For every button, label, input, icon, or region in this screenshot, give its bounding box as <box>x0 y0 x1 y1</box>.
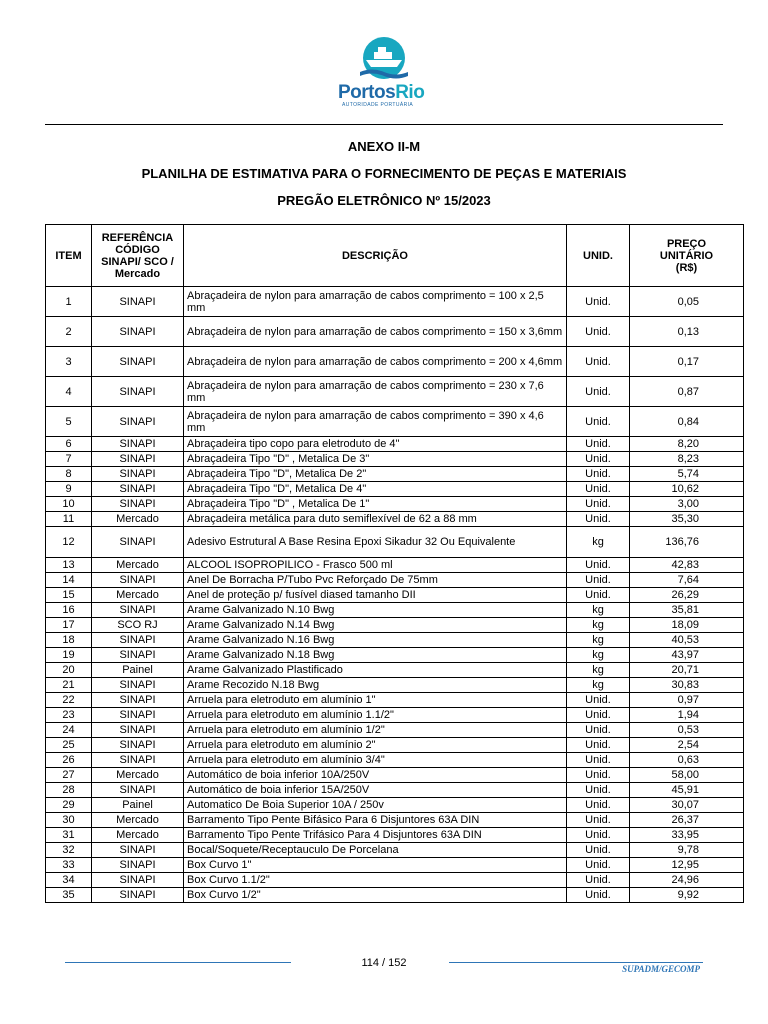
table-row <box>46 828 744 843</box>
table-row <box>46 437 744 452</box>
unit-price-cell: 12,95 <box>630 858 744 873</box>
unit-price-cell: 30,83 <box>630 678 744 693</box>
unit-cell: Unid. <box>567 843 630 858</box>
table-row <box>46 738 744 753</box>
description-cell: Arruela para eletroduto em alumínio 1/2" <box>184 723 567 738</box>
reference-cell: SINAPI <box>92 843 184 858</box>
unit-cell: Unid. <box>567 708 630 723</box>
table-row <box>46 287 744 317</box>
description-cell: Abraçadeira de nylon para amarração de cabos comprimento = 390 x 4,6 mm <box>184 407 567 437</box>
item-number-cell: 11 <box>46 512 92 527</box>
description-cell: Abraçadeira de nylon para amarração de cabos comprimento = 150 x 3,6mm <box>184 317 567 347</box>
reference-cell: SINAPI <box>92 783 184 798</box>
item-number-cell: 6 <box>46 437 92 452</box>
unit-price-cell: 18,09 <box>630 618 744 633</box>
unit-price-cell: 58,00 <box>630 768 744 783</box>
table-row <box>46 573 744 588</box>
reference-cell: SINAPI <box>92 317 184 347</box>
materials-table <box>45 224 744 903</box>
reference-cell: SINAPI <box>92 497 184 512</box>
item-number-cell: 15 <box>46 588 92 603</box>
unit-cell: Unid. <box>567 873 630 888</box>
unit-cell: Unid. <box>567 738 630 753</box>
unit-cell: Unid. <box>567 497 630 512</box>
logo-wordmark: PortosRio <box>338 82 425 103</box>
unit-cell: Unid. <box>567 467 630 482</box>
reference-cell: Painel <box>92 663 184 678</box>
item-number-cell: 18 <box>46 633 92 648</box>
item-number-cell: 31 <box>46 828 92 843</box>
item-number-cell: 10 <box>46 497 92 512</box>
department-label: SUPADM/GECOMP <box>622 964 700 974</box>
item-number-cell: 22 <box>46 693 92 708</box>
unit-cell: Unid. <box>567 588 630 603</box>
item-number-cell: 16 <box>46 603 92 618</box>
annex-title: ANEXO II-M <box>347 139 421 154</box>
unit-price-cell: 0,13 <box>630 317 744 347</box>
item-number-cell: 21 <box>46 678 92 693</box>
description-cell: Adesivo Estrutural A Base Resina Epoxi Sikadur 32 Ou Equivalente <box>184 527 567 558</box>
reference-cell: SINAPI <box>92 482 184 497</box>
unit-price-cell: 26,29 <box>630 588 744 603</box>
item-number-cell: 33 <box>46 858 92 873</box>
item-number-cell: 13 <box>46 558 92 573</box>
unit-cell: Unid. <box>567 317 630 347</box>
item-number-cell: 7 <box>46 452 92 467</box>
portosrio-logo <box>332 36 436 110</box>
description-cell: Automático de boia inferior 10A/250V <box>184 768 567 783</box>
unit-price-cell: 10,62 <box>630 482 744 497</box>
reference-cell: Mercado <box>92 828 184 843</box>
unit-cell: Unid. <box>567 693 630 708</box>
unit-cell: Unid. <box>567 813 630 828</box>
header-unit: UNID. <box>567 225 630 287</box>
reference-cell: Mercado <box>92 588 184 603</box>
header-unit-price: PREÇO UNITÁRIO (R$) <box>630 225 744 287</box>
unit-cell: Unid. <box>567 377 630 407</box>
reference-cell: SINAPI <box>92 678 184 693</box>
item-number-cell: 19 <box>46 648 92 663</box>
unit-cell: Unid. <box>567 482 630 497</box>
description-cell: Arruela para eletroduto em alumínio 2" <box>184 738 567 753</box>
unit-price-cell: 30,07 <box>630 798 744 813</box>
reference-cell: SINAPI <box>92 723 184 738</box>
description-cell: Arame Galvanizado N.14 Bwg <box>184 618 567 633</box>
footer-rule-right <box>449 962 703 963</box>
description-cell: Abraçadeira Tipo "D" , Metalica De 3" <box>184 452 567 467</box>
description-cell: Abraçadeira metálica para duto semiflexível de 62 a 88 mm <box>184 512 567 527</box>
logo-subtitle: AUTORIDADE PORTUÁRIA <box>342 102 414 108</box>
reference-cell: SINAPI <box>92 437 184 452</box>
description-cell: Abraçadeira de nylon para amarração de cabos comprimento = 200 x 4,6mm <box>184 347 567 377</box>
unit-cell: Unid. <box>567 287 630 317</box>
unit-cell: Unid. <box>567 437 630 452</box>
header-description: DESCRIÇÃO <box>184 225 567 287</box>
unit-price-cell: 0,97 <box>630 693 744 708</box>
unit-cell: Unid. <box>567 798 630 813</box>
description-cell: Abraçadeira de nylon para amarração de cabos comprimento = 100 x 2,5 mm <box>184 287 567 317</box>
reference-cell: SINAPI <box>92 888 184 903</box>
unit-cell: Unid. <box>567 452 630 467</box>
table-row <box>46 512 744 527</box>
unit-price-cell: 136,76 <box>630 527 744 558</box>
item-number-cell: 1 <box>46 287 92 317</box>
unit-price-cell: 0,84 <box>630 407 744 437</box>
table-row <box>46 467 744 482</box>
table-row <box>46 663 744 678</box>
item-number-cell: 4 <box>46 377 92 407</box>
reference-cell: SINAPI <box>92 753 184 768</box>
description-cell: Anel De Borracha P/Tubo Pvc Reforçado De 75mm <box>184 573 567 588</box>
table-row <box>46 798 744 813</box>
ship-emblem-icon <box>354 36 414 82</box>
unit-price-cell: 8,23 <box>630 452 744 467</box>
description-cell: Arruela para eletroduto em alumínio 1.1/2" <box>184 708 567 723</box>
item-number-cell: 8 <box>46 467 92 482</box>
description-cell: ALCOOL ISOPROPILICO - Frasco 500 ml <box>184 558 567 573</box>
item-number-cell: 26 <box>46 753 92 768</box>
unit-price-cell: 0,87 <box>630 377 744 407</box>
unit-price-cell: 9,92 <box>630 888 744 903</box>
reference-cell: SINAPI <box>92 573 184 588</box>
reference-cell: SINAPI <box>92 347 184 377</box>
description-cell: Arruela para eletroduto em alumínio 3/4" <box>184 753 567 768</box>
reference-cell: SINAPI <box>92 693 184 708</box>
description-cell: Barramento Tipo Pente Bifásico Para 6 Disjuntores 63A DIN <box>184 813 567 828</box>
reference-cell: Mercado <box>92 558 184 573</box>
unit-price-cell: 3,00 <box>630 497 744 512</box>
item-number-cell: 24 <box>46 723 92 738</box>
unit-price-cell: 43,97 <box>630 648 744 663</box>
description-cell: Barramento Tipo Pente Trifásico Para 4 Disjuntores 63A DIN <box>184 828 567 843</box>
table-row <box>46 588 744 603</box>
table-row <box>46 527 744 558</box>
reference-cell: Mercado <box>92 768 184 783</box>
table-row <box>46 347 744 377</box>
unit-cell: Unid. <box>567 558 630 573</box>
item-number-cell: 32 <box>46 843 92 858</box>
item-number-cell: 2 <box>46 317 92 347</box>
item-number-cell: 30 <box>46 813 92 828</box>
reference-cell: SINAPI <box>92 407 184 437</box>
table-row <box>46 843 744 858</box>
item-number-cell: 29 <box>46 798 92 813</box>
reference-cell: SINAPI <box>92 873 184 888</box>
description-cell: Automatico De Boia Superior 10A / 250v <box>184 798 567 813</box>
reference-cell: Mercado <box>92 813 184 828</box>
unit-price-cell: 35,30 <box>630 512 744 527</box>
table-row <box>46 813 744 828</box>
unit-price-cell: 40,53 <box>630 633 744 648</box>
unit-price-cell: 1,94 <box>630 708 744 723</box>
table-row <box>46 708 744 723</box>
item-number-cell: 34 <box>46 873 92 888</box>
unit-cell: Unid. <box>567 888 630 903</box>
description-cell: Abraçadeira de nylon para amarração de cabos comprimento = 230 x 7,6 mm <box>184 377 567 407</box>
item-number-cell: 35 <box>46 888 92 903</box>
description-cell: Abraçadeira Tipo "D" , Metalica De 1" <box>184 497 567 512</box>
page-number: 114 / 152 <box>361 957 407 969</box>
reference-cell: SINAPI <box>92 527 184 558</box>
reference-cell: SINAPI <box>92 287 184 317</box>
item-number-cell: 27 <box>46 768 92 783</box>
item-number-cell: 9 <box>46 482 92 497</box>
unit-price-cell: 33,95 <box>630 828 744 843</box>
table-row <box>46 768 744 783</box>
header-divider <box>45 124 723 125</box>
header-item: ITEM <box>46 225 92 287</box>
unit-price-cell: 0,63 <box>630 753 744 768</box>
reference-cell: SINAPI <box>92 467 184 482</box>
unit-cell: kg <box>567 603 630 618</box>
table-header-row <box>46 225 744 287</box>
table-row <box>46 558 744 573</box>
table-row <box>46 633 744 648</box>
item-number-cell: 25 <box>46 738 92 753</box>
description-cell: Arame Galvanizado N.16 Bwg <box>184 633 567 648</box>
table-row <box>46 452 744 467</box>
description-cell: Arame Galvanizado N.10 Bwg <box>184 603 567 618</box>
unit-price-cell: 7,64 <box>630 573 744 588</box>
table-row <box>46 407 744 437</box>
item-number-cell: 23 <box>46 708 92 723</box>
unit-cell: kg <box>567 663 630 678</box>
table-row <box>46 858 744 873</box>
description-cell: Abraçadeira Tipo "D", Metalica De 4" <box>184 482 567 497</box>
table-row <box>46 648 744 663</box>
table-row <box>46 873 744 888</box>
table-row <box>46 723 744 738</box>
description-cell: Box Curvo 1" <box>184 858 567 873</box>
reference-cell: SCO RJ <box>92 618 184 633</box>
reference-cell: Mercado <box>92 512 184 527</box>
unit-price-cell: 35,81 <box>630 603 744 618</box>
unit-price-cell: 24,96 <box>630 873 744 888</box>
unit-price-cell: 5,74 <box>630 467 744 482</box>
unit-cell: Unid. <box>567 783 630 798</box>
description-cell: Abraçadeira tipo copo para eletroduto de 4" <box>184 437 567 452</box>
unit-cell: kg <box>567 618 630 633</box>
unit-cell: kg <box>567 648 630 663</box>
item-number-cell: 20 <box>46 663 92 678</box>
unit-cell: Unid. <box>567 407 630 437</box>
unit-cell: Unid. <box>567 768 630 783</box>
table-row <box>46 603 744 618</box>
table-row <box>46 482 744 497</box>
unit-cell: Unid. <box>567 753 630 768</box>
reference-cell: SINAPI <box>92 452 184 467</box>
table-row <box>46 753 744 768</box>
unit-cell: Unid. <box>567 347 630 377</box>
reference-cell: SINAPI <box>92 858 184 873</box>
description-cell: Bocal/Soquete/Receptauculo De Porcelana <box>184 843 567 858</box>
table-row <box>46 497 744 512</box>
unit-price-cell: 42,83 <box>630 558 744 573</box>
description-cell: Box Curvo 1/2" <box>184 888 567 903</box>
reference-cell: SINAPI <box>92 633 184 648</box>
unit-price-cell: 0,53 <box>630 723 744 738</box>
unit-price-cell: 0,17 <box>630 347 744 377</box>
table-row <box>46 693 744 708</box>
unit-cell: kg <box>567 527 630 558</box>
unit-price-cell: 26,37 <box>630 813 744 828</box>
table-row <box>46 618 744 633</box>
auction-title: PREGÃO ELETRÔNICO Nº 15/2023 <box>277 193 491 208</box>
reference-cell: SINAPI <box>92 738 184 753</box>
item-number-cell: 14 <box>46 573 92 588</box>
unit-price-cell: 9,78 <box>630 843 744 858</box>
unit-cell: kg <box>567 678 630 693</box>
unit-price-cell: 8,20 <box>630 437 744 452</box>
description-cell: Automático de boia inferior 15A/250V <box>184 783 567 798</box>
description-cell: Arame Galvanizado Plastificado <box>184 663 567 678</box>
table-row <box>46 678 744 693</box>
unit-price-cell: 2,54 <box>630 738 744 753</box>
header-reference: REFERÊNCIA CÓDIGO SINAPI/ SCO / Mercado <box>92 225 184 287</box>
description-cell: Arame Galvanizado N.18 Bwg <box>184 648 567 663</box>
table-row <box>46 783 744 798</box>
table-row <box>46 317 744 347</box>
unit-cell: kg <box>567 633 630 648</box>
item-number-cell: 28 <box>46 783 92 798</box>
item-number-cell: 12 <box>46 527 92 558</box>
unit-cell: Unid. <box>567 828 630 843</box>
unit-cell: Unid. <box>567 573 630 588</box>
sheet-title: PLANILHA DE ESTIMATIVA PARA O FORNECIMENTO DE PEÇAS E MATERIAIS <box>141 166 627 181</box>
reference-cell: SINAPI <box>92 648 184 663</box>
item-number-cell: 3 <box>46 347 92 377</box>
reference-cell: SINAPI <box>92 377 184 407</box>
unit-price-cell: 0,05 <box>630 287 744 317</box>
reference-cell: SINAPI <box>92 708 184 723</box>
unit-cell: Unid. <box>567 858 630 873</box>
item-number-cell: 5 <box>46 407 92 437</box>
unit-cell: Unid. <box>567 723 630 738</box>
table-row <box>46 888 744 903</box>
description-cell: Box Curvo 1.1/2" <box>184 873 567 888</box>
unit-price-cell: 20,71 <box>630 663 744 678</box>
reference-cell: Painel <box>92 798 184 813</box>
description-cell: Arruela para eletroduto em alumínio 1" <box>184 693 567 708</box>
description-cell: Arame Recozido N.18 Bwg <box>184 678 567 693</box>
unit-cell: Unid. <box>567 512 630 527</box>
item-number-cell: 17 <box>46 618 92 633</box>
description-cell: Abraçadeira Tipo "D", Metalica De 2" <box>184 467 567 482</box>
description-cell: Anel de proteção p/ fusível diased tamanho DII <box>184 588 567 603</box>
table-row <box>46 377 744 407</box>
reference-cell: SINAPI <box>92 603 184 618</box>
unit-price-cell: 45,91 <box>630 783 744 798</box>
